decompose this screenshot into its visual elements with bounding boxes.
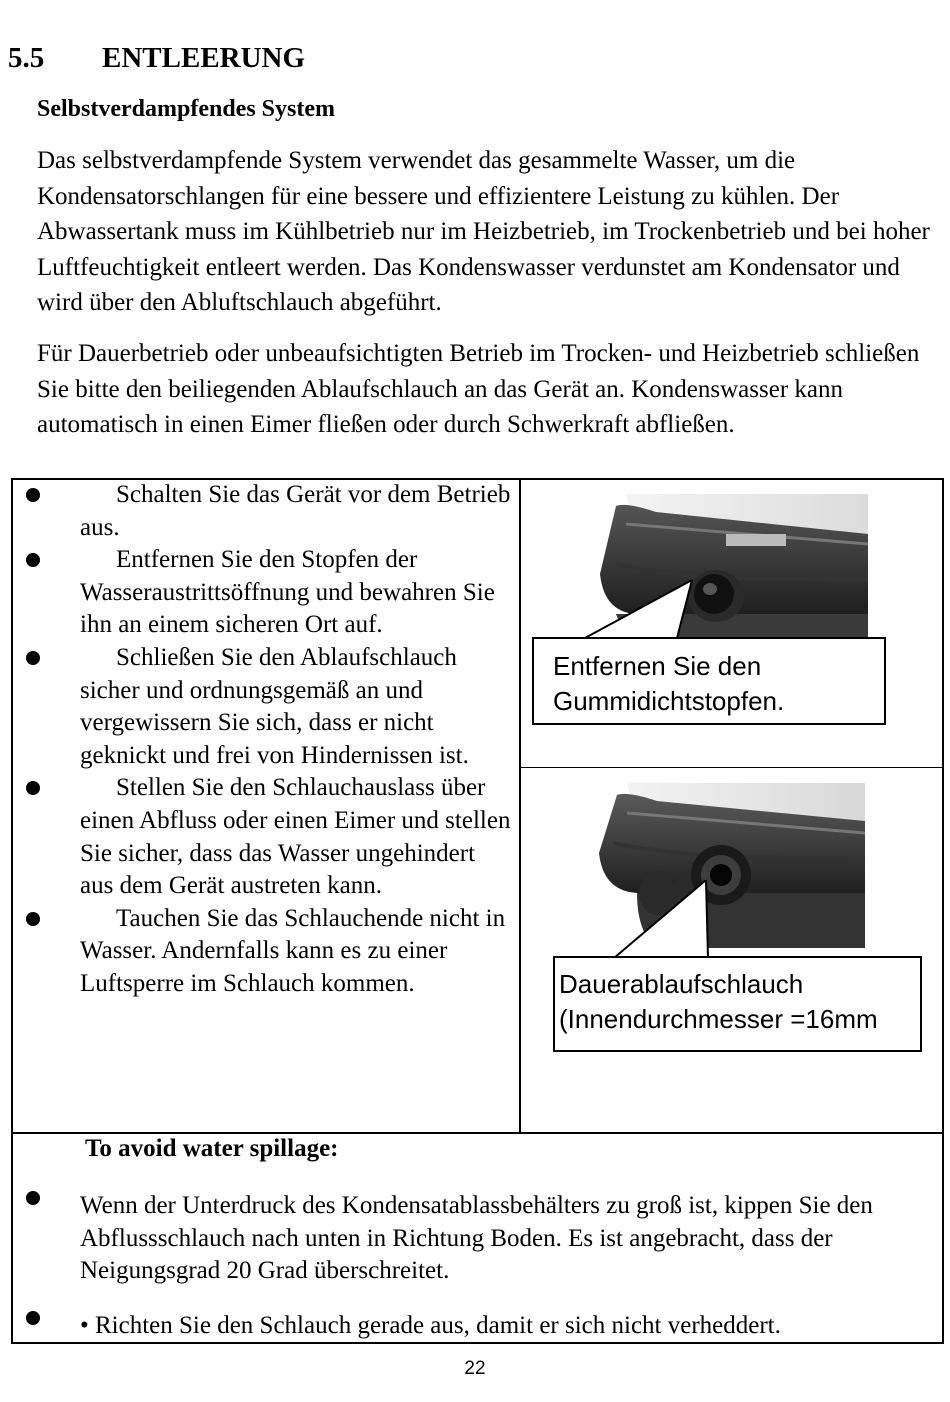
list-item: Tauchen Sie das Schlauchende nicht in Wasser. Andernfalls kann es zu einer Luftsperre im Schlauch kommen.: [26, 903, 512, 1001]
avoid-spillage-list: [26, 1190, 926, 1342]
list-item: • Richten Sie den Schlauch gerade aus, damit er sich nicht verheddert.: [26, 1310, 926, 1343]
table-divider-horizontal: [11, 1132, 942, 1134]
bullet-icon: [26, 1311, 40, 1325]
hose-callout: [553, 956, 922, 1052]
section-title: ENTLEERUNG: [102, 42, 306, 74]
hose-callout-line-1: Dauerablaufschlauch: [559, 969, 804, 999]
list-item: Wenn der Unterdruck des Kondensatablassbehälters zu groß ist, kippen Sie den Abflussschlauch nach unten in Richtung Boden. Es ist angebracht, dass der Neigungsgrad 20 Grad überschreitet.: [26, 1190, 926, 1288]
table-divider-vertical: [519, 478, 521, 1134]
drain-steps-list: [26, 479, 512, 1001]
plug-callout: [532, 637, 886, 725]
intro-paragraph: Das selbstverdampfende System verwendet das gesammelte Wasser, um die Kondensatorschlangen für eine bessere und effizientere Leistung zu kühlen. Der Abwassertank muss im Kühlbetrieb nur im Heizbetrieb, im Trockenbetrieb und bei hoher Luftfeuchtigkeit entleert werden. Das Kondenswasser verdunstet am Kondensator und wird über den Abluftschlauch abgeführt.: [37, 147, 930, 316]
bullet-icon: [26, 651, 40, 665]
page-number: 22: [464, 1358, 486, 1379]
section-number: 5.5: [8, 42, 45, 74]
table-divider-images: [521, 767, 942, 768]
bullet-icon: [26, 1191, 40, 1205]
callout-pointer-icon: [614, 880, 714, 962]
hose-callout-line-2: (Innendurchmesser =16mm: [559, 1004, 878, 1034]
bullet-icon: [26, 488, 40, 502]
bullet-icon: [26, 781, 40, 795]
plug-callout-line-2: Gummidichtstopfen.: [553, 686, 785, 716]
section-subtitle: Selbstverdampfendes System: [37, 96, 335, 122]
list-item: Schalten Sie das Gerät vor dem Betrieb aus.: [26, 479, 512, 544]
plug-callout-line-1: Entfernen Sie den: [553, 651, 762, 681]
list-item: Schließen Sie den Ablaufschlauch sicher und ordnungsgemäß an und vergewissern Sie sich, dass er nicht geknickt und frei von Hindernissen ist.: [26, 642, 512, 772]
bullet-icon: [26, 553, 40, 567]
list-item: Entfernen Sie den Stopfen der Wasseraustrittsöffnung und bewahren Sie ihn an einem sicheren Ort auf.: [26, 544, 512, 642]
continuous-drain-paragraph: Für Dauerbetrieb oder unbeaufsichtigten Betrieb im Trocken- und Heizbetrieb schließen Sie bitte den beiliegenden Ablaufschlauch an das Gerät an. Kondenswasser kann automatisch in einen Eimer fließen oder durch Schwerkraft abfließen.: [37, 340, 920, 438]
bullet-icon: [26, 912, 40, 926]
list-item: Stellen Sie den Schlauchauslass über einen Abfluss oder einen Eimer und stellen Sie sicher, dass das Wasser ungehindert aus dem Gerät austreten kann.: [26, 772, 512, 902]
avoid-spillage-title: To avoid water spillage:: [85, 1135, 339, 1162]
section-heading: [8, 42, 305, 75]
